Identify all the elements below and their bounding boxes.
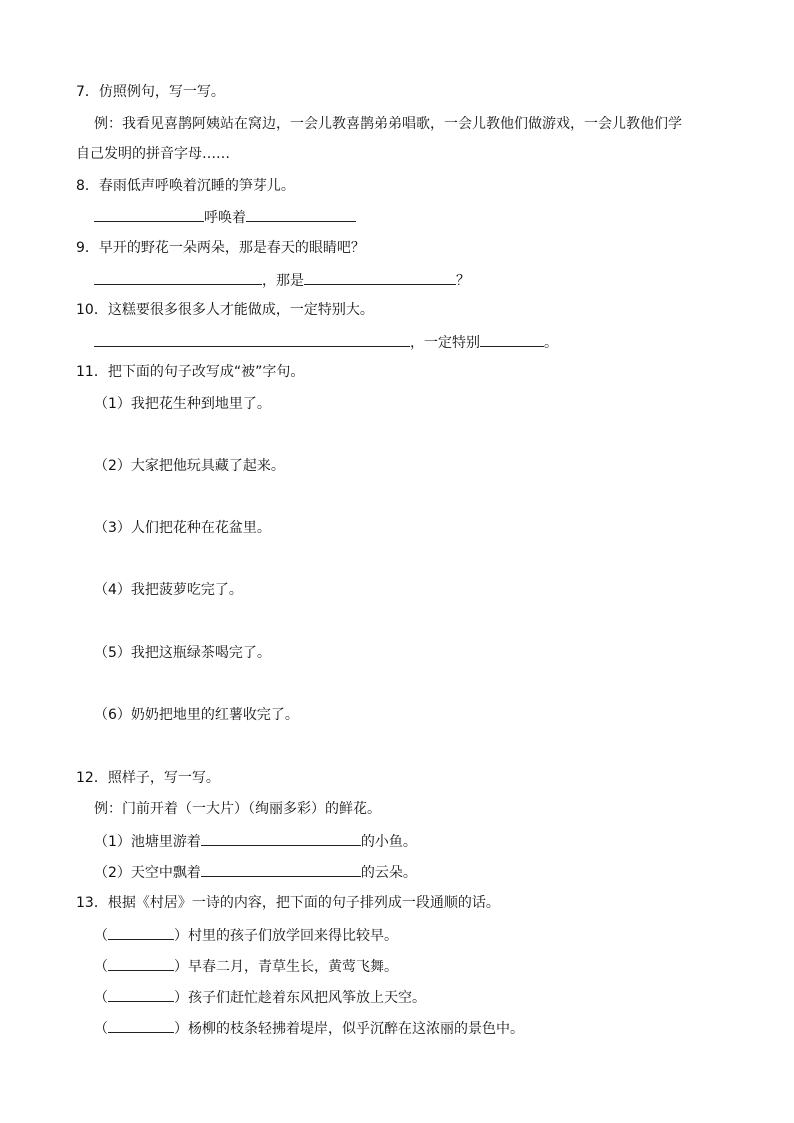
q11-item: （1）我把花生种到地里了。: [94, 396, 271, 412]
q12-item-prefix: （1）池塘里游着: [94, 834, 201, 850]
q10-end-text: 。: [544, 335, 558, 351]
q7-example-line1: 例：我看见喜鹊阿姨站在窝边，一会儿教喜鹊弟弟唱歌，一会儿教他们做游戏，一会儿教他们学: [94, 116, 682, 132]
answer-blank[interactable]: [201, 830, 361, 846]
q9-mid-text: ，那是: [262, 273, 304, 289]
order-blank[interactable]: [108, 955, 174, 971]
q10-answer-row: [94, 331, 558, 351]
q13-item: （ ）杨柳的枝条轻拂着堤岸，似乎沉醉在这浓丽的景色中。: [94, 1017, 524, 1037]
answer-blank[interactable]: [94, 269, 262, 285]
q13-item: （ ）早春二月，青草生长，黄莺飞舞。: [94, 955, 398, 975]
q12-item-suffix: 的云朵。: [360, 865, 417, 881]
q7-example-line2: 自己发明的拼音字母……: [76, 146, 230, 162]
q7-title: 7．仿照例句，写一写。: [76, 84, 225, 100]
q11-item: （2）大家把他玩具藏了起来。: [94, 458, 285, 474]
order-blank[interactable]: [108, 986, 174, 1002]
q13-item-text: 孩子们赶忙趁着东风把风筝放上天空。: [188, 990, 426, 1006]
q13-item-text: 村里的孩子们放学回来得比较早。: [188, 928, 398, 944]
answer-blank[interactable]: [94, 331, 410, 347]
q13-title: 13．根据《村居》一诗的内容，把下面的句子排列成一段通顺的话。: [76, 895, 500, 911]
q9-answer-row: [94, 269, 470, 289]
q12-item-suffix: 的小鱼。: [360, 834, 417, 850]
answer-blank[interactable]: [201, 861, 361, 877]
q9-end-text: ？: [456, 273, 470, 289]
q8-title: 8．春雨低声呼唤着沉睡的笋芽儿。: [76, 178, 295, 194]
q11-item: （5）我把这瓶绿茶喝完了。: [94, 645, 271, 661]
q11-item: （6）奶奶把地里的红薯收完了。: [94, 707, 299, 723]
q12-item-prefix: （2）天空中飘着: [94, 865, 201, 881]
order-blank[interactable]: [108, 1017, 174, 1033]
q12-example: 例：门前开着（一大片）（绚丽多彩）的鲜花。: [94, 801, 381, 817]
answer-blank[interactable]: [246, 206, 356, 222]
q13-item-text: 杨柳的枝条轻拂着堤岸，似乎沉醉在这浓丽的景色中。: [188, 1021, 524, 1037]
q12-item: [94, 861, 417, 881]
q12-title: 12．照样子，写一写。: [76, 770, 220, 786]
q10-mid-text: ，一定特别: [410, 335, 480, 351]
q9-title: 9．早开的野花一朵两朵，那是春天的眼睛吧？: [76, 240, 365, 256]
q11-title: 11．把下面的句子改写成“被”字句。: [76, 364, 305, 380]
q13-item-text: 早春二月，青草生长，黄莺飞舞。: [188, 959, 398, 975]
q12-item: [94, 830, 417, 850]
answer-blank[interactable]: [94, 206, 204, 222]
order-blank[interactable]: [108, 924, 174, 940]
q8-answer-row: [94, 206, 356, 226]
q13-item: （ ）孩子们赶忙趁着东风把风筝放上天空。: [94, 986, 426, 1006]
q11-item: （4）我把菠萝吃完了。: [94, 582, 243, 598]
q10-title: 10．这糕要很多很多人才能做成，一定特别大。: [76, 302, 374, 318]
q11-item: （3）人们把花种在花盆里。: [94, 520, 271, 536]
answer-blank[interactable]: [480, 331, 544, 347]
answer-blank[interactable]: [304, 269, 456, 285]
q8-middle-text: 呼唤着: [204, 210, 246, 226]
q13-item: （ ）村里的孩子们放学回来得比较早。: [94, 924, 398, 944]
